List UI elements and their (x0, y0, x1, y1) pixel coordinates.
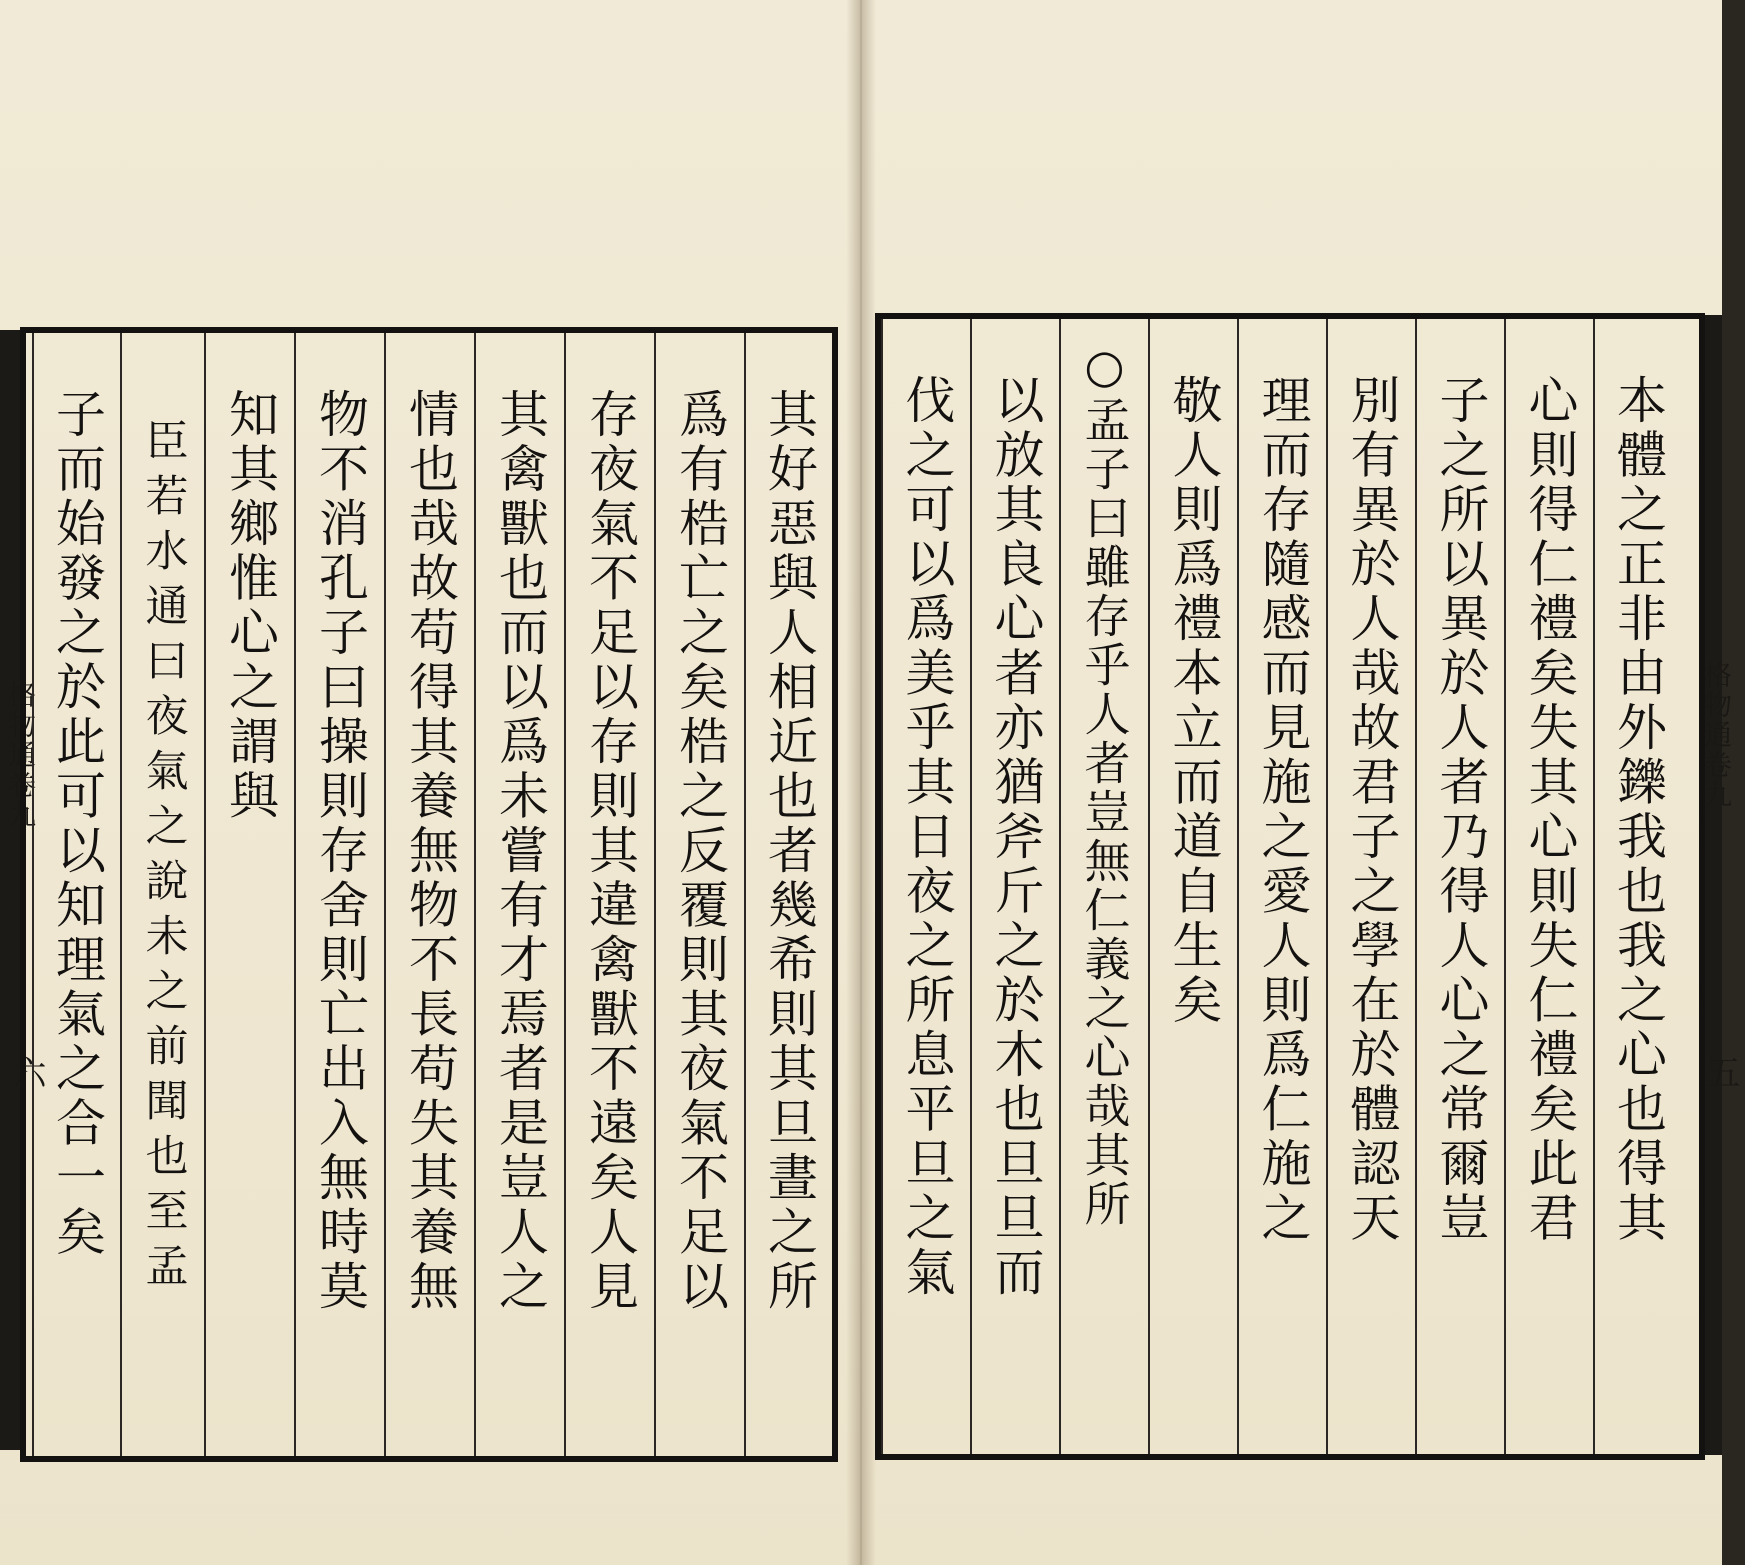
text-column: 情也哉故苟得其養無物不長苟失其養無 (401, 388, 459, 1315)
text-column: 爲有梏亡之矣梏之反覆則其夜氣不足以 (671, 388, 729, 1315)
left-col-7 (204, 333, 294, 1456)
text-column: 知其鄉惟心之謂與 (221, 388, 279, 824)
text-column: 敬人則爲禮本立而道自生矣 (1164, 374, 1223, 1028)
left-col-1 (744, 333, 832, 1456)
right-col-7 (1059, 319, 1148, 1454)
text-column: 別有異於人哉故君子之學在於體認天 (1342, 374, 1401, 1246)
right-col-5 (1237, 319, 1326, 1454)
text-column: 物不消孔子曰操則存舍則亡出入無時莫 (311, 388, 369, 1315)
text-column: 子之所以異於人者乃得人心之常爾豈 (1431, 374, 1490, 1246)
right-page-edge (1702, 315, 1722, 1455)
right-col-9 (881, 319, 970, 1454)
right-col-1 (1593, 319, 1681, 1454)
left-col-9 (32, 333, 120, 1456)
right-col-2 (1504, 319, 1593, 1454)
left-text-frame (20, 327, 838, 1462)
right-margin-title: 格物通卷九 (1700, 660, 1733, 810)
text-column: 存夜氣不足以存則其違禽獸不遠矣人見 (581, 388, 639, 1315)
text-column: 以放其良心者亦猶斧斤之於木也旦旦而 (986, 374, 1045, 1301)
text-column: 臣若水通曰夜氣之說未之前聞也至孟 (138, 418, 189, 1298)
left-col-6 (294, 333, 384, 1456)
text-column: 子而始發之於此可以知理氣之合一矣 (48, 388, 106, 1260)
left-page-edge (0, 330, 20, 1450)
left-col-3 (564, 333, 654, 1456)
left-margin-title: 格物通卷九 (4, 680, 37, 830)
right-col-4 (1326, 319, 1415, 1454)
text-column: 本體之正非由外鑠我也我之心也得其 (1609, 374, 1667, 1246)
left-col-2 (654, 333, 744, 1456)
right-col-6 (1148, 319, 1237, 1454)
left-col-5 (384, 333, 474, 1456)
text-column: 心則得仁禮矣失其心則失仁禮矣此君 (1520, 374, 1579, 1246)
text-column: 理而存隨感而見施之愛人則爲仁施之 (1253, 374, 1312, 1246)
text-column: 其禽獸也而以爲未嘗有才焉者是豈人之 (491, 388, 549, 1315)
left-margin-page: 六 (6, 1055, 46, 1091)
right-margin-page: 五 (1700, 1055, 1740, 1091)
text-column: ○孟子曰雖存乎人者豈無仁義之心哉其所 (1077, 339, 1132, 1229)
left-col-8 (120, 333, 204, 1456)
text-column: 伐之可以爲美乎其日夜之所息平旦之氣 (897, 374, 956, 1301)
right-col-8 (970, 319, 1059, 1454)
book-gutter (846, 0, 876, 1565)
right-text-frame (875, 313, 1705, 1460)
right-col-3 (1415, 319, 1504, 1454)
text-column: 其好惡與人相近也者幾希則其旦晝之所 (760, 388, 818, 1315)
left-col-4 (474, 333, 564, 1456)
left-page (0, 0, 860, 1565)
